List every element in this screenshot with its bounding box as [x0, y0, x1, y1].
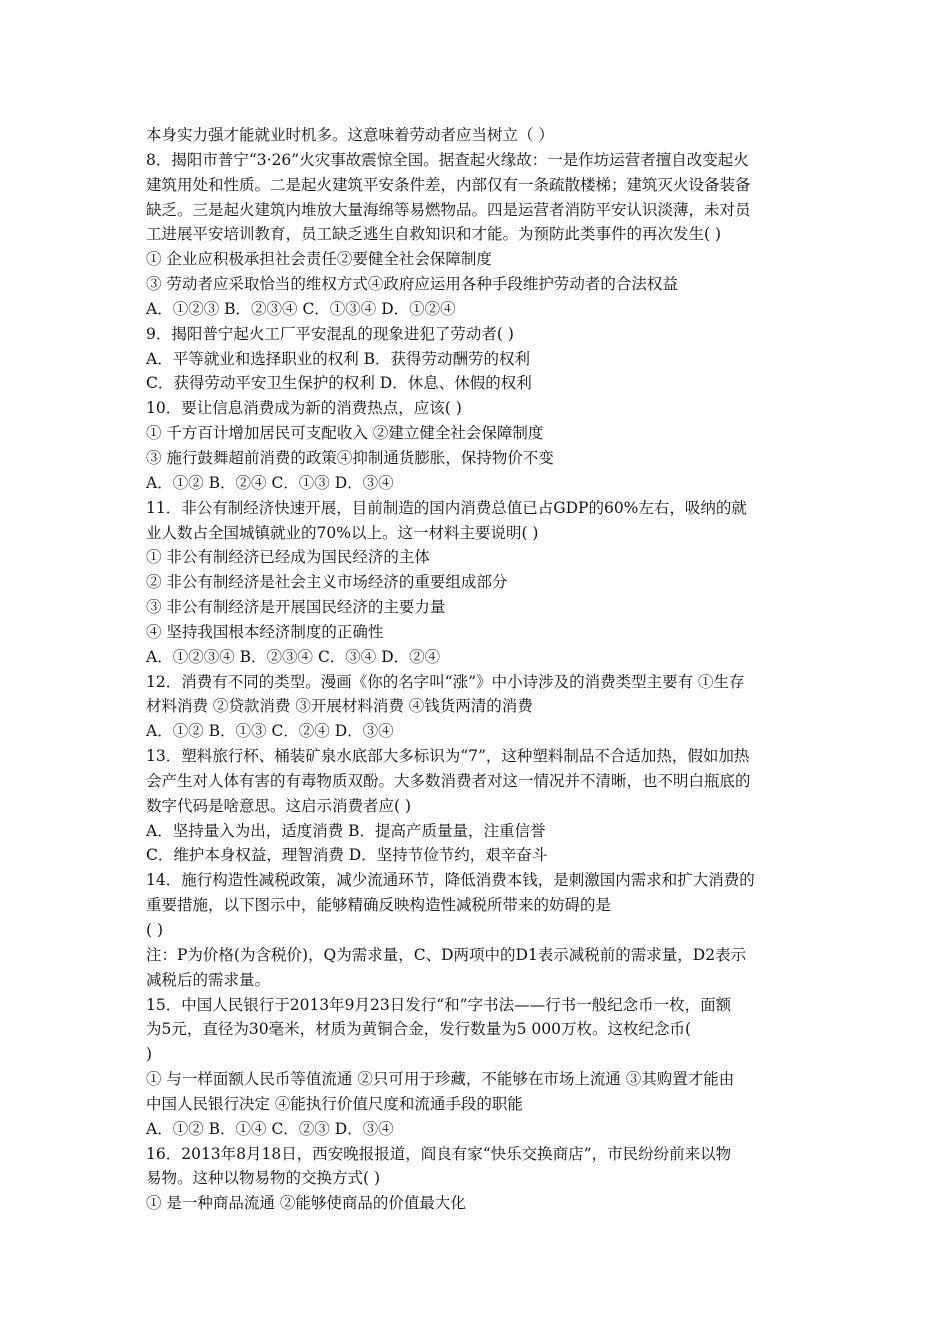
text-line: ③ 非公有制经济是开展国民经济的主要力量: [146, 598, 446, 617]
text-line: C．获得劳动平安卫生保护的权利 D．休息、休假的权利: [146, 374, 532, 393]
text-line: 工进展平安培训教育，员工缺乏逃生自救知识和才能。为预防此类事件的再次发生( ): [146, 225, 722, 244]
text-line: 易物。这种以物易物的交换方式( ): [146, 1169, 381, 1188]
text-line: 15．中国人民银行于2013年9月23日发行“和”字书法——行书一般纪念币一枚，面额: [146, 995, 732, 1014]
text-line: 14．施行构造性减税政策，减少流通环节，降低消费本钱，是刺激国内需求和扩大消费的: [146, 871, 755, 890]
text-line: ① 企业应积极承担社会责任②要健全社会保障制度: [146, 250, 492, 269]
text-line: ① 非公有制经济已经成为国民经济的主体: [146, 548, 430, 567]
text-line: ③ 劳动者应采取恰当的维权方式④政府应运用各种手段维护劳动者的合法权益: [146, 275, 678, 294]
text-line: A．平等就业和选择职业的权利 B．获得劳动酬劳的权利: [146, 349, 531, 368]
text-line: ① 千方百计增加居民可支配收入 ②建立健全社会保障制度: [146, 424, 544, 443]
text-line: ④ 坚持我国根本经济制度的正确性: [146, 622, 384, 641]
text-line: 减税后的需求量。: [146, 970, 271, 989]
text-line: 9．揭阳普宁起火工厂平安混乱的现象进犯了劳动者( ): [146, 324, 514, 343]
text-line: ( ): [146, 921, 164, 939]
document-page: [146, 123, 808, 1216]
text-line: 本身实力强才能就业时机多。这意味着劳动者应当树立（ ）: [146, 126, 554, 144]
text-line: 13．塑料旅行杯、桶装矿泉水底部大多标识为“7”，这种塑料制品不合适加热，假如加热: [146, 747, 750, 766]
text-line: C．维护本身权益，理智消费 D．坚持节俭节约，艰辛奋斗: [146, 846, 548, 865]
text-line: A．①② B．①④ C．②③ D．③④: [146, 1119, 394, 1138]
text-line: 数字代码是啥意思。这启示消费者应( ): [146, 796, 412, 815]
text-line: ① 是一种商品流通 ②能够使商品的价值最大化: [146, 1194, 466, 1213]
text-line: 16．2013年8月18日，西安晚报报道，阎良有家“快乐交换商店”，市民纷纷前来以物: [146, 1144, 732, 1163]
text-line: ① 与一样面额人民币等值流通 ②只可用于珍藏，不能够在市场上流通 ③其购置才能由: [146, 1070, 735, 1089]
text-line: 业人数占全国城镇就业的70%以上。这一材料主要说明( ): [146, 523, 539, 542]
text-line: 10．要让信息消费成为新的消费热点，应该( ): [146, 399, 462, 418]
text-line: 缺乏。三是起火建筑内堆放大量海绵等易燃物品。四是运营者消防平安认识淡薄，未对员: [146, 200, 751, 219]
text-line: 建筑用处和性质。二是起火建筑平安条件差，内部仅有一条疏散楼梯；建筑灭火设备装备: [146, 175, 751, 194]
text-line: 8．揭阳市普宁“3·26”火灾事故震惊全国。据查起火缘故：一是作坊运营者擅自改变起火: [146, 150, 749, 169]
text-line: 注：P为价格(为含税价)，Q为需求量，C、D两项中的D1表示减税前的需求量，D2表示: [146, 945, 747, 964]
text-line: A．坚持量入为出，适度消费 B．提高产质量量，注重信誉: [146, 821, 546, 840]
text-line: 为5元，直径为30毫米，材质为黄铜合金，发行数量为5 000万枚。这枚纪念币(: [146, 1020, 692, 1039]
text-line: 中国人民银行决定 ④能执行价值尺度和流通手段的职能: [146, 1094, 523, 1113]
text-line: 11．非公有制经济快速开展，目前制造的国内消费总值已占GDP的60%左右，吸纳的就: [146, 498, 747, 517]
text-line: A．①②③ B．②③④ C．①③④ D．①②④: [146, 299, 456, 318]
text-line: ): [146, 1045, 153, 1064]
text-line: 会产生对人体有害的有毒物质双酚。大多数消费者对这一情况并不清晰，也不明白瓶底的: [146, 771, 751, 790]
text-line: 材料消费 ②贷款消费 ③开展材料消费 ④钱货两清的消费: [146, 697, 533, 716]
text-line: 12．消费有不同的类型。漫画《你的名字叫“涨”》中小诗涉及的消费类型主要有 ①生存: [146, 672, 745, 691]
text-line: A．①② B．①③ C．②④ D．③④: [146, 722, 394, 741]
text-line: A．①②③④ B．②③④ C．③④ D．②④: [146, 647, 441, 666]
text-line: ③ 施行鼓舞超前消费的政策④抑制通货膨胀，保持物价不变: [146, 448, 554, 467]
text-line: 重要措施，以下图示中，能够精确反映构造性减税所带来的妨碍的是: [146, 896, 612, 915]
text-line: ② 非公有制经济是社会主义市场经济的重要组成部分: [146, 573, 508, 592]
text-line: A．①② B．②④ C．①③ D．③④: [146, 473, 394, 492]
